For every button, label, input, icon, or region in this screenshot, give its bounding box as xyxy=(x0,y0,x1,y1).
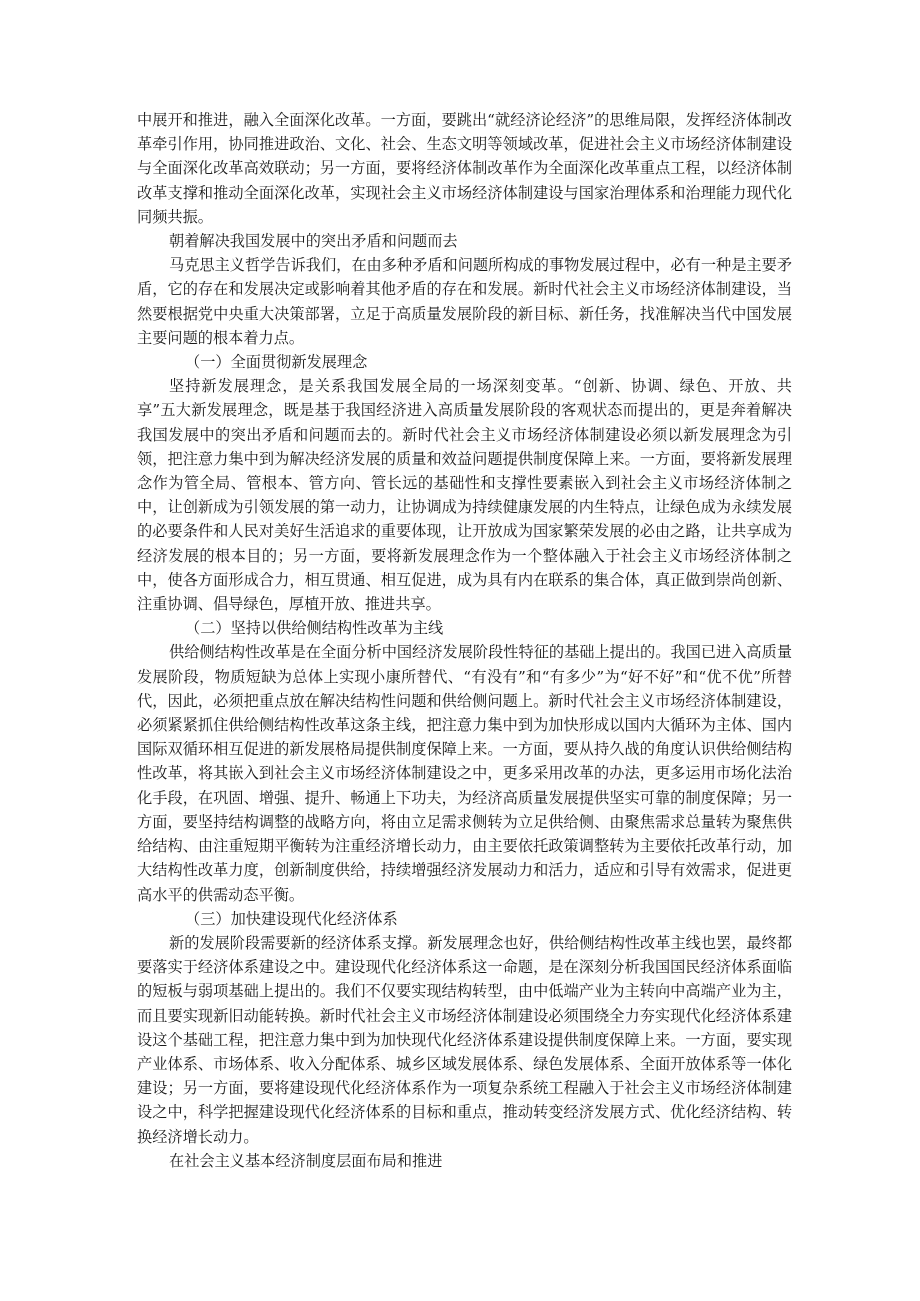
subsection-heading: （一）全面贯彻新发展理念 xyxy=(185,353,368,372)
document-body xyxy=(137,108,792,1173)
paragraph: 坚持新发展理念，是关系我国发展全局的一场深刻变革。“创新、协调、绿色、开放、共享”五大新发展理念，既是基于我国经济进入高质量发展阶段的客观状态而提出的，更是奔着解决我国发展中的突出矛盾和问题而去的。新时代社会主义市场经济体制建设必须以新发展理念为引领，把注意力集中到为解决经济发展的质量和效益问题提供制度保障上来。一方面，要将新发展理念作为管全局、管根本、管方向、管长远的基础性和支撑性要素嵌入到社会主义市场经济体制之中，让创新成为引领发展的第一动力，让协调成为持续健康发展的内生特点，让绿色成为永续发展的必要条件和人民对美好生活追求的重要体现，让开放成为国家繁荣发展的必由之路，让共享成为经济发展的根本目的；另一方面，要将新发展理念作为一个整体融入于社会主义市场经济体制之中，使各方面形成合力，相互贯通、相互促进，成为具有内在联系的集合体，真正做到崇尚创新、注重协调、倡导绿色，厚植开放、推进共享。 xyxy=(137,377,792,614)
section-heading: 朝着解决我国发展中的突出矛盾和问题而去 xyxy=(169,232,458,251)
subsection-heading: （三）加快建设现代化经济体系 xyxy=(185,909,398,928)
paragraph-continuation: 中展开和推进，融入全面深化改革。一方面，要跳出“就经济论经济”的思维局限，发挥经济体制改革牵引作用，协同推进政治、文化、社会、生态文明等领域改革，促进社会主义市场经济体制建设与全面深化改革高效联动；另一方面，要将经济体制改革作为全面深化改革重点工程，以经济体制改革支撑和推动全面深化改革，实现社会主义市场经济体制建设与国家治理体系和治理能力现代化同频共振。 xyxy=(137,111,792,226)
paragraph: 供给侧结构性改革是在全面分析中国经济发展阶段性特征的基础上提出的。我国已进入高质量发展阶段，物质短缺为总体上实现小康所替代、“有没有”和“有多少”为“好不好”和“优不优”所替代，因此，必须把重点放在解决结构性问题和供给侧问题上。新时代社会主义市场经济体制建设，必须紧紧抓住供给侧结构性改革这条主线，把注意力集中到为加快形成以国内大循环为主体、国内国际双循环相互促进的新发展格局提供制度保障上来。一方面，要从持久战的角度认识供给侧结构性改革，将其嵌入到社会主义市场经济体制建设之中，更多采用改革的办法，更多运用市场化法治化手段，在巩固、增强、提升、畅通上下功夫，为经济高质量发展提供坚实可靠的制度保障；另一方面，要坚持结构调整的战略方向，将由立足需求侧转为立足供给侧、由聚焦需求总量转为聚焦供给结构、由注重短期平衡转为注重经济增长动力，由主要依托政策调整转为主要依托改革行动，加大结构性改革力度，创新制度供给，持续增强经济发展动力和活力，适应和引导有效需求，促进更高水平的供需动态平衡。 xyxy=(137,643,792,904)
subsection-heading: （二）坚持以供给侧结构性改革为主线 xyxy=(185,619,444,638)
section-heading: 在社会主义基本经济制度层面布局和推进 xyxy=(169,1151,443,1170)
paragraph: 新的发展阶段需要新的经济体系支撑。新发展理念也好，供给侧结构性改革主线也罢，最终都要落实于经济体系建设之中。建设现代化经济体系这一命题，是在深刻分析我国国民经济体系面临的短板与弱项基础上提出的。我们不仅要实现结构转型，由中低端产业为主转向中高端产业为主，而且要实现新旧动能转换。新时代社会主义市场经济体制建设必须围绕全力夯实现代化经济体系建设这个基础工程，把注意力集中到为加快现代化经济体系建设提供制度保障上来。一方面，要实现产业体系、市场体系、收入分配体系、城乡区域发展体系、绿色发展体系、全面开放体系等一体化建设；另一方面，要将建设现代化经济体系作为一项复杂系统工程融入于社会主义市场经济体制建设之中，科学把握建设现代化经济体系的目标和重点，推动转变经济发展方式、优化经济结构、转换经济增长动力。 xyxy=(137,933,792,1146)
paragraph: 马克思主义哲学告诉我们，在由多种矛盾和问题所构成的事物发展过程中，必有一种是主要矛盾，它的存在和发展决定或影响着其他矛盾的存在和发展。新时代社会主义市场经济体制建设，当然要根据党中央重大决策部署，立足于高质量发展阶段的新目标、新任务，找准解决当代中国发展主要问题的根本着力点。 xyxy=(137,256,792,347)
